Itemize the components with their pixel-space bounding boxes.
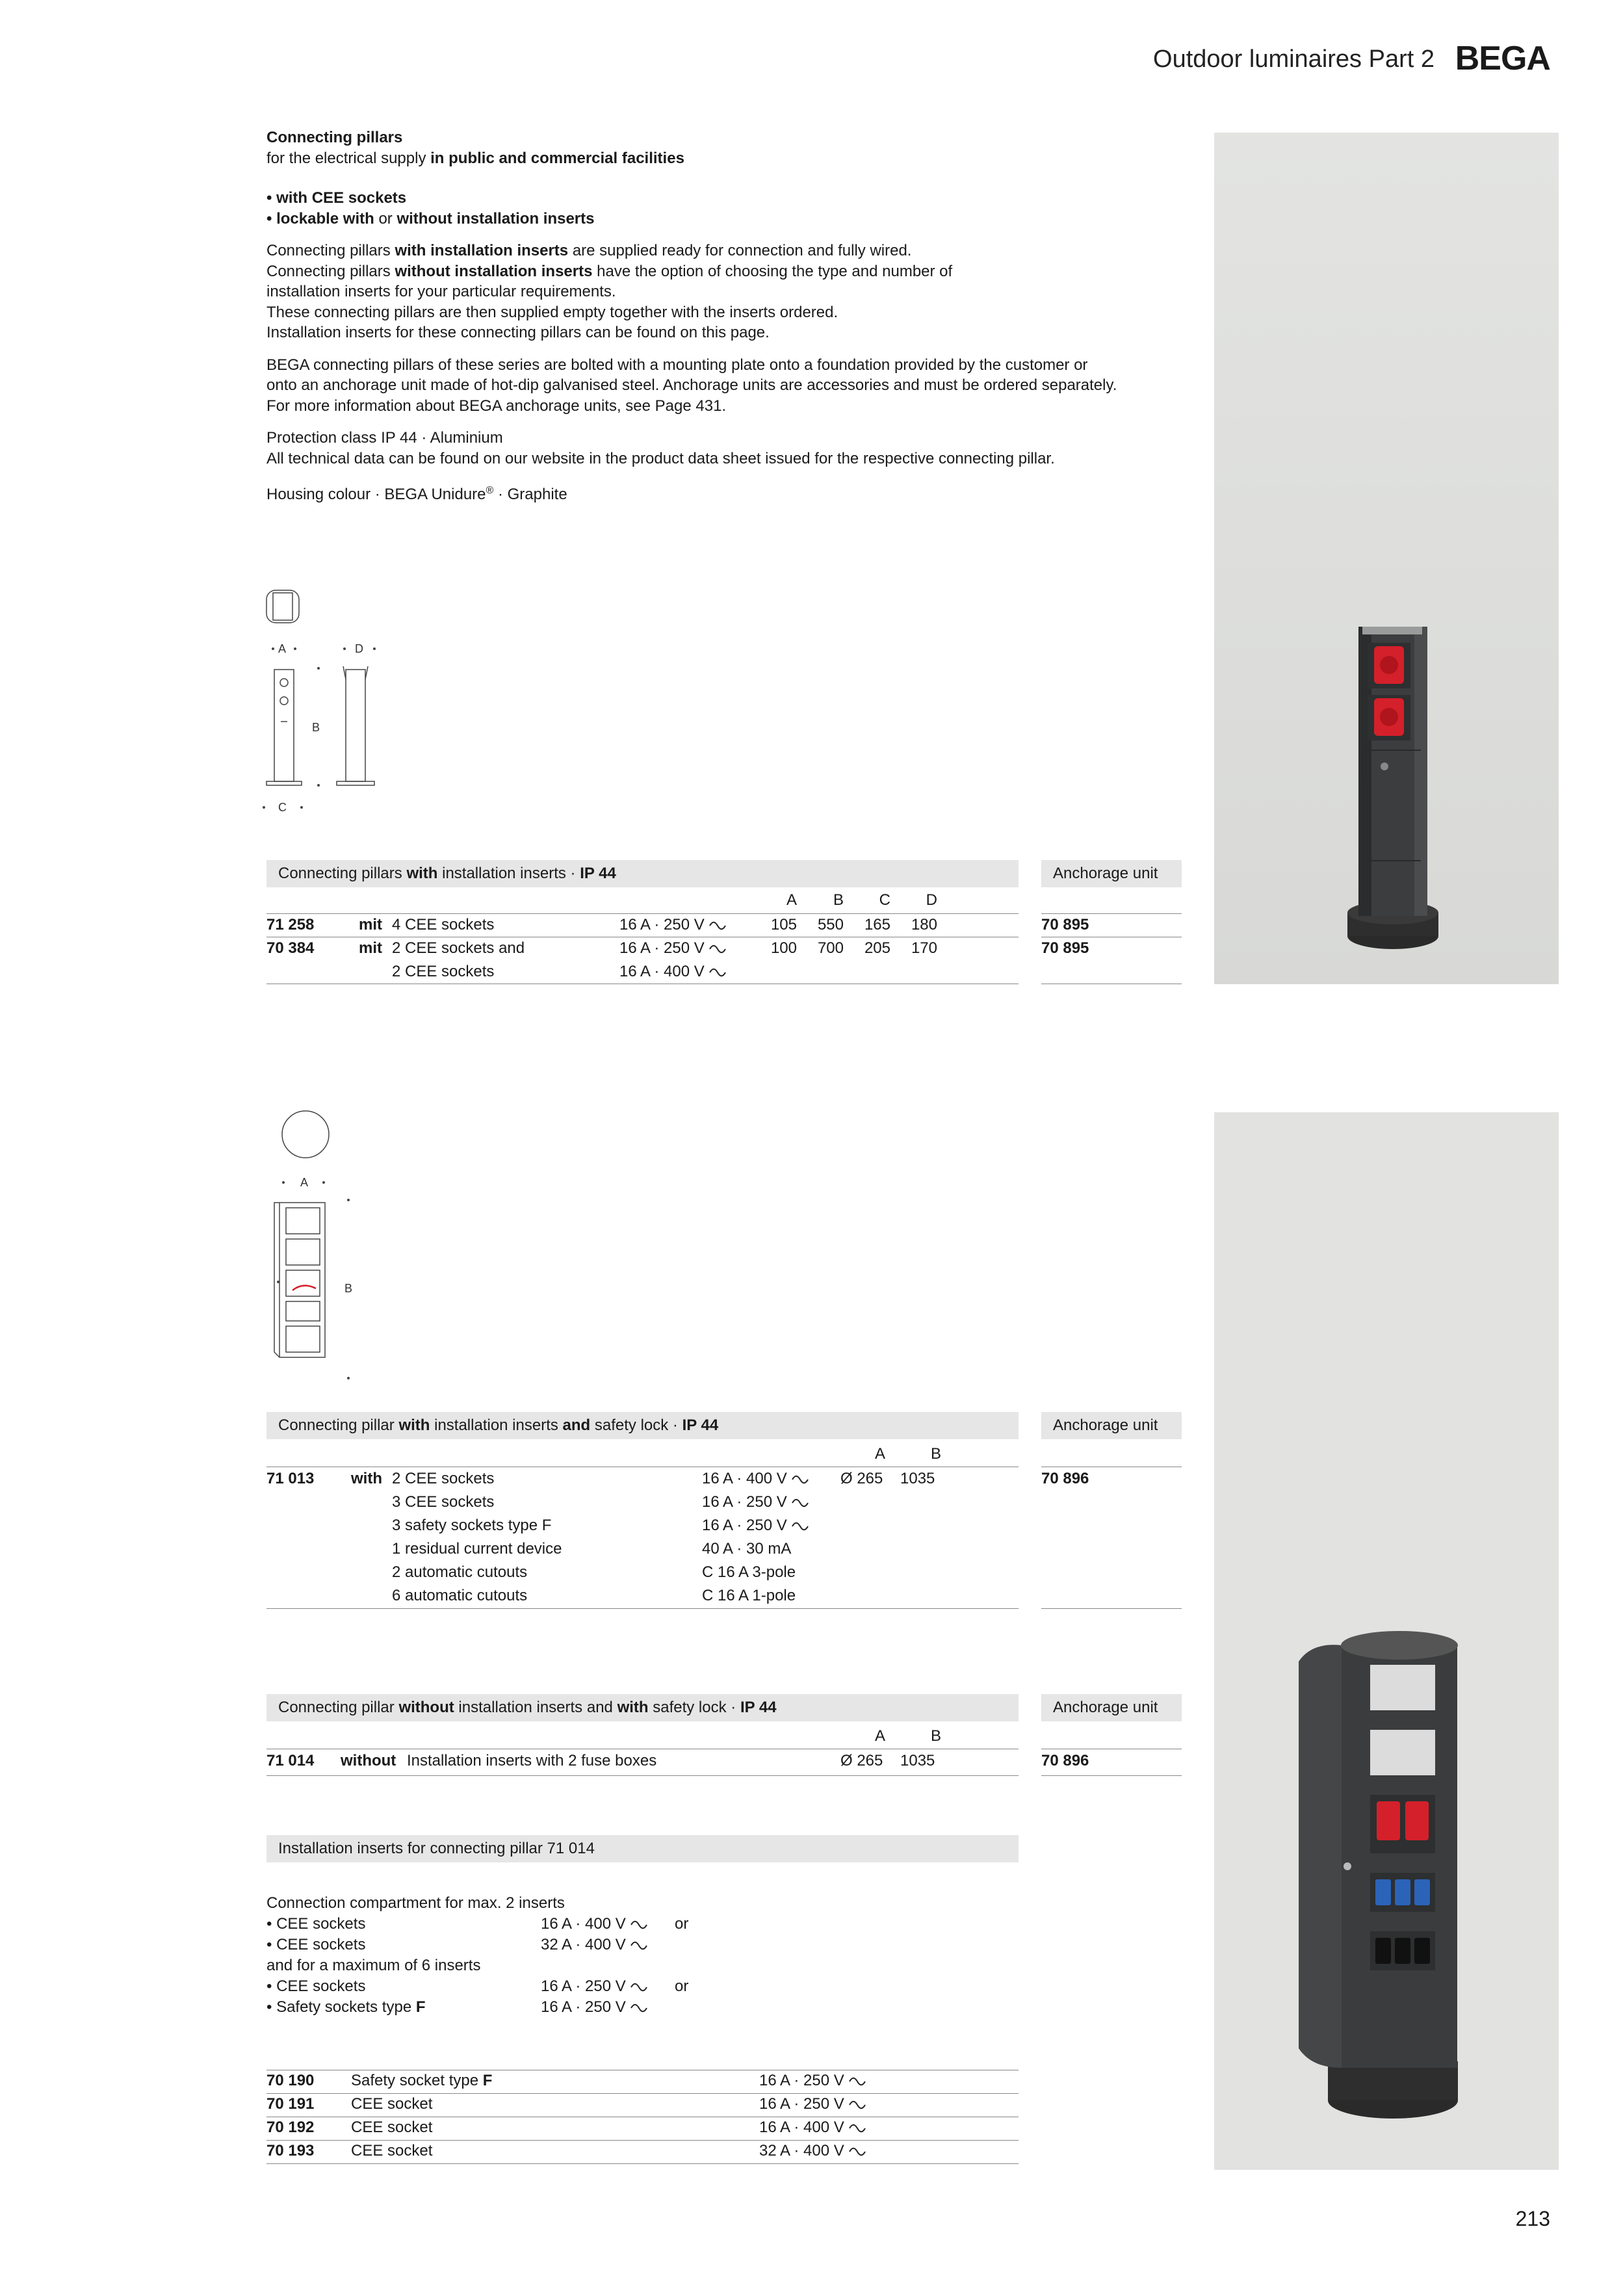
insert-desc: CEE socket [351,2142,433,2159]
table-row-code: 71 258 [266,916,315,933]
table2-anchor-header: Anchorage unit [1041,1412,1182,1439]
ac-wave-icon [848,2100,866,2109]
table-row-code: 70 384 [266,939,315,957]
product-photo-pillar [1214,133,1559,984]
insert-rating: 32 A · 400 V [759,2141,866,2161]
inserts-header-bar: Installation inserts for connecting pillar 71 014 [266,1835,1019,1862]
table-row-code: 70 191 [266,2095,315,2113]
ac-wave-icon [708,968,727,977]
ac-wave-icon [630,1941,648,1950]
table1-anchor-header: Anchorage unit [1041,860,1182,887]
table2-line-rating: 16 A · 250 V [702,1516,809,1535]
intro-bullet-2: • lockable with or without installation inserts [266,209,595,228]
table2-line-rating: C 16 A 1-pole [702,1587,796,1604]
table2-line-desc: 2 CEE sockets [392,1470,495,1487]
intro-bullet-1: • with CEE sockets [266,189,407,207]
brand-logo: BEGA [1455,40,1550,77]
ac-wave-icon [848,2147,866,2156]
ac-wave-icon [708,945,727,954]
product-photo-open-pillar [1214,1112,1559,2170]
dim-label-A: A [300,1176,309,1189]
dim-label-C: C [278,801,287,814]
anchor-code: 70 895 [1041,939,1089,957]
table2-line-rating: C 16 A 3-pole [702,1563,796,1581]
header-title: Outdoor luminaires Part 2 [1153,46,1435,73]
insert-desc: CEE socket [351,2119,433,2136]
table2-line-desc: 2 automatic cutouts [392,1563,528,1581]
table1-header-bar: Connecting pillars with installation inserts · IP 44 [266,860,1019,887]
table-row-code: 71 013 [266,1470,315,1487]
table-row-code: 70 190 [266,2072,315,2089]
ac-wave-icon [630,1920,648,1929]
table2-header-bar: Connecting pillar with installation inserts and safety lock · IP 44 [266,1412,1019,1439]
insert-rating: 16 A · 250 V [759,2071,866,2091]
rotation-arrow-icon [292,1286,316,1290]
dim-label-D: D [355,642,363,655]
table3-header-bar: Connecting pillar without installation inserts and with safety lock · IP 44 [266,1694,1019,1721]
table2-line-rating: 40 A · 30 mA [702,1540,792,1558]
table2-line-desc: 1 residual current device [392,1540,562,1558]
insert-desc: CEE socket [351,2095,433,2113]
table-row-code: 70 192 [266,2119,315,2136]
ac-wave-icon [791,1475,809,1484]
table2-line-desc: 3 CEE sockets [392,1493,495,1511]
dim-label-B: B [344,1282,353,1295]
anchor-code: 70 896 [1041,1752,1089,1769]
insert-rating: 16 A · 400 V [759,2118,866,2137]
ac-wave-icon [630,2003,648,2013]
ac-wave-icon [630,1983,648,1992]
technical-drawing-2 [260,1105,377,1385]
insert-desc: Safety socket type F [351,2072,493,2089]
dim-label-B: B [312,721,320,734]
intro-text: Connecting pillars for the electrical supply in public and commercial facilities • with CEE sockets • lockable with or without installation inserts Connecting pillars with installation inserts are supplied ready for connection and fully wired. Connecting pillars without installation inserts have the option of choosing the type and number of installation inserts for your particular requirements. These connecting pillars are then supplied empty together with the inserts ordered. Installation inserts for these connecting pillars can be found on this page. BEGA connecting pillars of these series are bolted with a mounting plate onto a foundation provided by the customer or onto an anchorage unit made of hot-dip galvanised steel. Anchorage units are accessories and must be ordered separately. For more information about BEGA anchorage units, see Page 431. Protection class IP 44 · Aluminium All technical data can be found on our website in the product data sheet issued for the respective connecting pillar. Housing colour · BEGA Unidure® · Graphite [266,127,1189,517]
insert-rating: 16 A · 250 V [759,2094,866,2114]
table2-line-desc: 3 safety sockets type F [392,1517,552,1534]
table2-line-rating: 16 A · 400 V [702,1469,809,1489]
table3-anchor-header: Anchorage unit [1041,1694,1182,1721]
page-number: 213 [1515,2207,1550,2230]
ac-wave-icon [708,921,727,930]
table2-line-rating: 16 A · 250 V [702,1493,809,1512]
ac-wave-icon [848,2077,866,2086]
table-row-code: 71 014 [266,1752,315,1769]
anchor-code: 70 896 [1041,1470,1089,1487]
table2-line-desc: 6 automatic cutouts [392,1587,528,1604]
ac-wave-icon [791,1522,809,1531]
technical-drawing-1 [247,585,396,819]
ac-wave-icon [848,2124,866,2133]
intro-heading: Connecting pillars [266,129,403,146]
pillar-illustration [1214,133,1559,984]
ac-wave-icon [791,1498,809,1507]
anchor-code: 70 895 [1041,916,1089,933]
table-row-code: 70 193 [266,2142,315,2159]
dim-label-A: A [278,642,287,655]
